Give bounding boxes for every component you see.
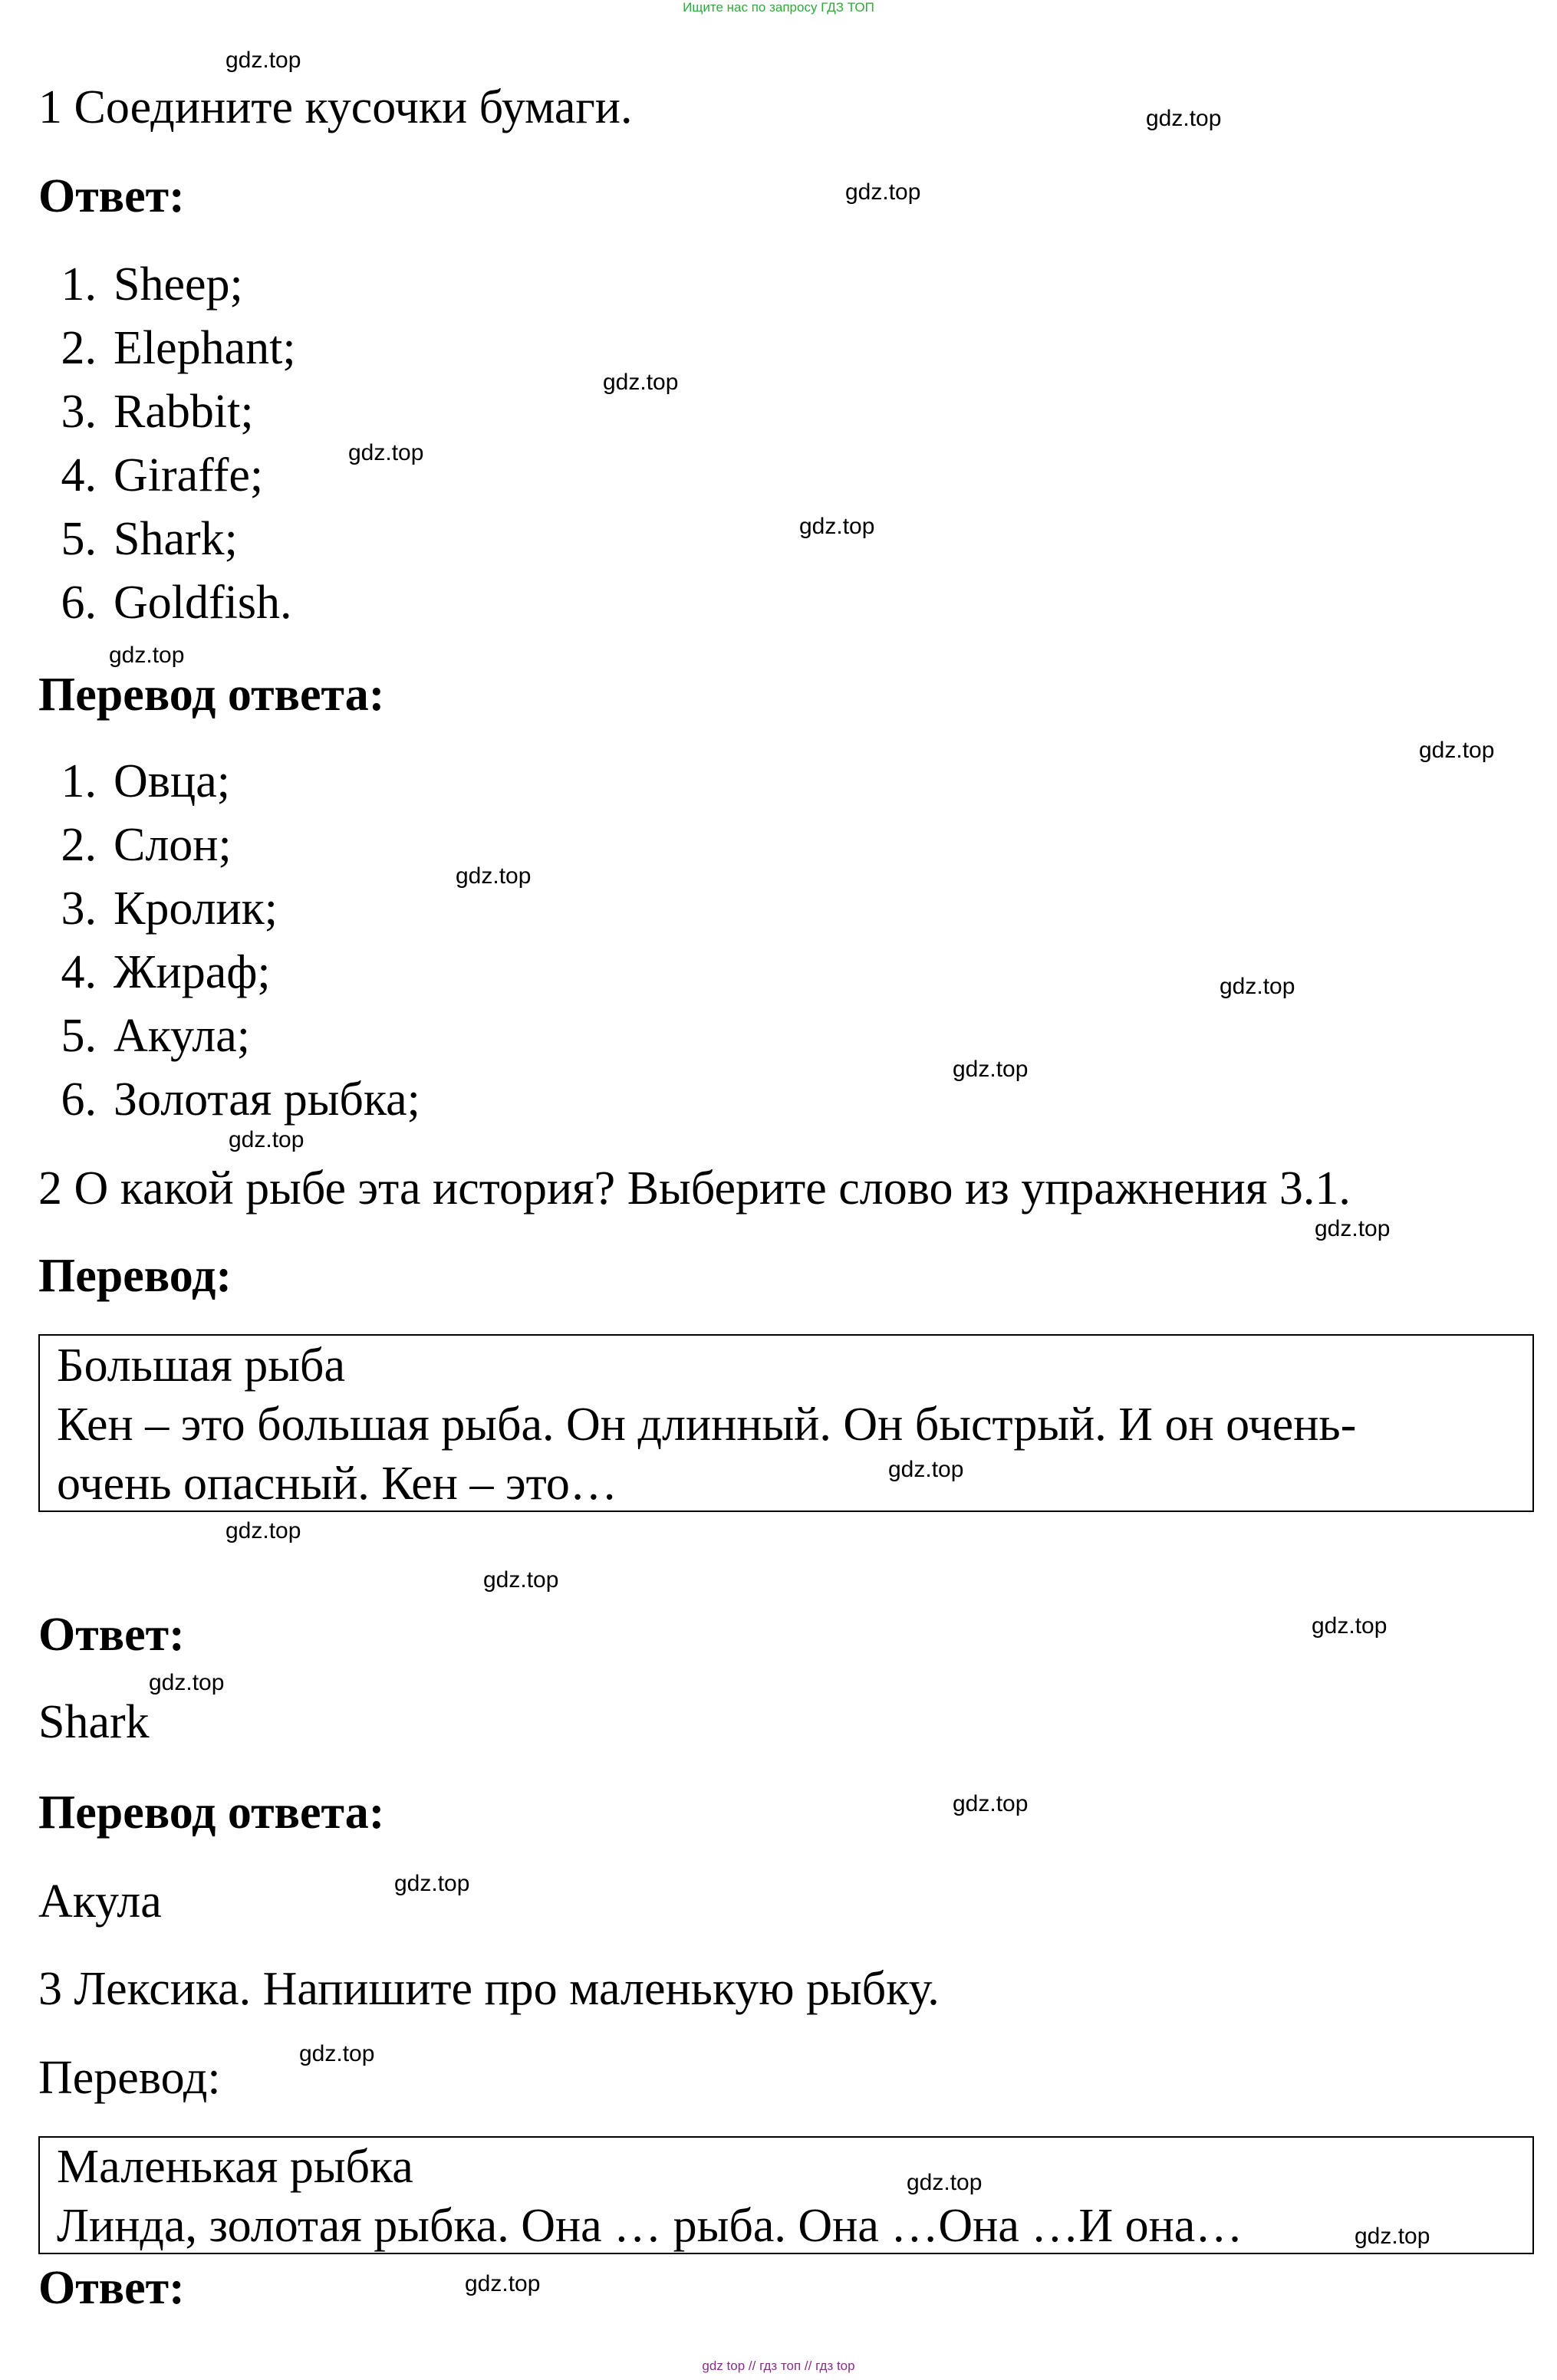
watermark: gdz.top <box>456 863 532 889</box>
task3-story-box <box>38 2136 1534 2254</box>
footer: gdz top // гдз топ // гдз top <box>702 2359 855 2373</box>
watermark: gdz.top <box>1419 738 1495 763</box>
watermark: gdz.top <box>1146 106 1222 131</box>
top-banner: Ищите нас по запросу ГДЗ ТОП <box>683 0 874 15</box>
list-item: 3. Rabbit; <box>61 386 254 438</box>
list-item: 2. Elephant; <box>61 322 296 374</box>
list-item: 2. Слон; <box>61 819 232 871</box>
watermark: gdz.top <box>907 2170 983 2195</box>
list-item: 3. Кролик; <box>61 883 278 935</box>
task2-answer-translation-label: Перевод ответа: <box>38 1787 385 1839</box>
list-item: 5. Shark; <box>61 513 238 565</box>
task2-story-box <box>38 1334 1534 1512</box>
list-item: 6. Золотая рыбка; <box>61 1073 420 1126</box>
watermark: gdz.top <box>1220 974 1295 999</box>
watermark: gdz.top <box>603 370 679 395</box>
watermark: gdz.top <box>953 1057 1029 1082</box>
task2-title: 2 О какой рыбе эта история? Выберите слово из упражнения 3.1. <box>38 1162 1351 1215</box>
task2-answer-translation: Акула <box>38 1875 162 1928</box>
watermark: gdz.top <box>225 48 301 73</box>
task2-answer: Shark <box>38 1696 150 1748</box>
task1-answer-label: Ответ: <box>38 170 185 222</box>
story-title: Маленькая рыбка <box>57 2141 413 2193</box>
watermark: gdz.top <box>845 179 921 205</box>
watermark: gdz.top <box>483 1567 559 1593</box>
story-line: Линда, золотая рыбка. Она … рыба. Она …Она …И она… <box>57 2200 1243 2252</box>
task1-translation-label: Перевод ответа: <box>38 669 385 721</box>
task1-translation-list <box>38 750 420 1132</box>
task1-title: 1 Соедините кусочки бумаги. <box>38 81 633 133</box>
list-item: 6. Goldfish. <box>61 577 292 629</box>
task2-translation-label: Перевод: <box>38 1250 232 1302</box>
watermark: gdz.top <box>1312 1613 1387 1639</box>
task2-answer-label: Ответ: <box>38 1609 185 1661</box>
watermark: gdz.top <box>953 1791 1029 1816</box>
watermark: gdz.top <box>799 514 875 539</box>
story-line: Кен – это большая рыба. Он длинный. Он быстрый. И он очень- <box>57 1399 1357 1451</box>
task3-translation-label: Перевод: <box>38 2052 221 2104</box>
watermark: gdz.top <box>225 1518 301 1543</box>
task1-answer-list <box>38 253 296 635</box>
story-line: очень опасный. Кен – это… <box>57 1458 617 1510</box>
task3-answer-label: Ответ: <box>38 2262 185 2314</box>
watermark: gdz.top <box>348 440 424 465</box>
watermark: gdz.top <box>1355 2224 1430 2249</box>
list-item: 1. Овца; <box>61 755 230 807</box>
list-item: 4. Giraffe; <box>61 449 264 501</box>
watermark: gdz.top <box>109 643 185 668</box>
list-item: 5. Акула; <box>61 1010 250 1062</box>
watermark: gdz.top <box>149 1670 225 1695</box>
watermark: gdz.top <box>465 2271 541 2296</box>
story-title: Большая рыба <box>57 1340 345 1392</box>
watermark: gdz.top <box>394 1871 470 1896</box>
list-item: 4. Жираф; <box>61 946 271 998</box>
list-item: 1. Sheep; <box>61 258 243 311</box>
task3-title: 3 Лексика. Напишите про маленькую рыбку. <box>38 1963 940 2015</box>
watermark: gdz.top <box>229 1127 304 1152</box>
watermark: gdz.top <box>299 2041 375 2066</box>
watermark: gdz.top <box>888 1457 964 1482</box>
watermark: gdz.top <box>1315 1216 1391 1241</box>
